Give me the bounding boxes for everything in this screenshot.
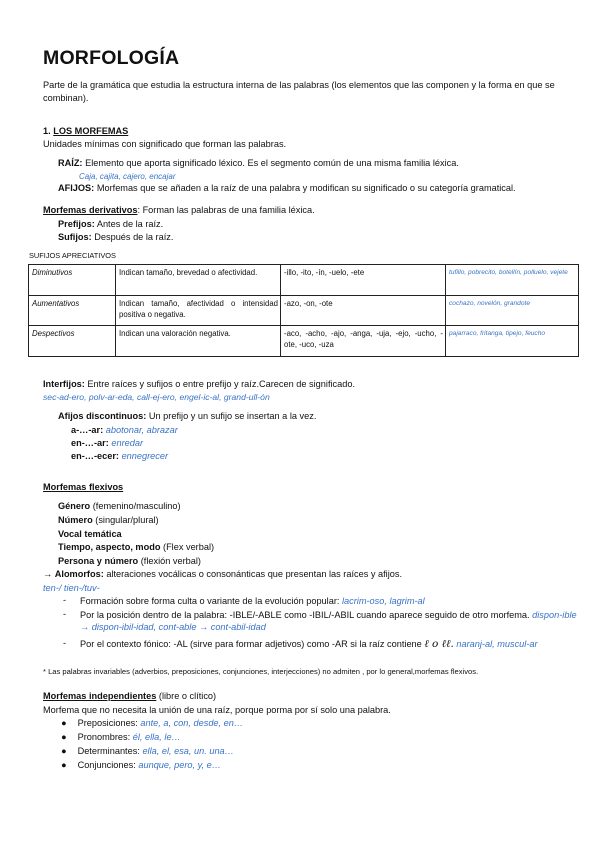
bullet-icon: ● <box>61 760 67 770</box>
table-cell-meaning: Indican una valoración negativa. <box>116 326 281 357</box>
list-item: ● Determinantes: ella, el, esa, un. una… <box>61 746 234 756</box>
morfemas-definition: Unidades mínimas con significado que forman las palabras. <box>43 139 287 149</box>
table-cell-meaning: Indican tamaño, brevedad o afectividad. <box>116 265 281 296</box>
discontinuo-item: en-…-ecer: ennegrecer <box>71 451 169 461</box>
afijos-line: AFIJOS: Morfemas que se añaden a la raíz de una palabra y modifican su significado o su categoría gramatical. <box>58 183 516 193</box>
table-cell-examples: tufillo, pobrecito, botellín, polluelo, vejete <box>446 265 579 296</box>
list-item: ● Pronombres: él, ella, le… <box>61 732 181 742</box>
section-heading-morfemas: 1. LOS MORFEMAS <box>43 126 129 136</box>
table-cell-type: Diminutivos <box>29 265 116 296</box>
table-cell-examples: cochazo, novelón, grandote <box>446 296 579 326</box>
intro-paragraph: Parte de la gramática que estudia la estructura interna de las palabras (los elementos que las componen y la forma en que se combinan). <box>43 80 555 103</box>
interfijos-examples: sec-ad-ero, polv-ar-eda, call-ej-ero, engel-ic-al, grand-ull-ón <box>43 392 270 402</box>
table-cell-meaning: Indican tamaño, afectividad o intensidad positiva o negativa. <box>116 296 281 326</box>
derivativos-heading: Morfemas derivativos: Forman las palabras de una familia léxica. <box>43 205 315 215</box>
sufijos-table <box>28 264 579 357</box>
table-cell-suffixes: -illo, -ito, -ín, -uelo, -ete <box>281 265 446 296</box>
flexivo-item: Género (femenino/masculino) <box>58 501 181 511</box>
prefijos-line: Prefijos: Antes de la raíz. <box>58 219 164 229</box>
table-cell-type: Despectivos <box>29 326 116 357</box>
table-row <box>29 265 579 296</box>
table-cell-suffixes: -aco, -acho, -ajo, -anga, -uja, -ejo, -ucho, -ote, -uco, -uza <box>281 326 446 357</box>
independientes-heading: Morfemas independientes (libre o clítico) <box>43 691 217 701</box>
table-title: SUFIJOS APRECIATIVOS <box>29 251 116 260</box>
table-cell-suffixes: -azo, -on, -ote <box>281 296 446 326</box>
flexivo-item: Vocal temática <box>58 529 122 539</box>
invariables-note: * Las palabras invariables (adverbios, preposiciones, conjunciones, interjecciones) no admiten , por lo general,morfemas flexivos. <box>43 667 479 676</box>
dash-icon: - <box>63 609 67 619</box>
alomorfo-item: Formación sobre forma culta o variante de la evolución popular: lacrim-oso, lagrim-al <box>80 596 425 606</box>
raiz-line: RAÍZ: Elemento que aporta significado léxico. Es el segmento común de una misma familia léxica. <box>58 158 459 168</box>
sufijos-line: Sufijos: Después de la raíz. <box>58 232 174 242</box>
interfijos-line: Interfijos: Entre raíces y sufijos o entre prefijo y raíz.Carecen de significado. <box>43 379 356 389</box>
alomorfo-item: Por la posición dentro de la palabra: -IBLE/-ABLE como -IBIL/-ABIL cuando aparece seguido de otro morfema. dispon-ible → dispon-ibil-idad, cont-able → cont-abil-idad <box>80 610 577 632</box>
bullet-icon: ● <box>61 746 67 756</box>
flexivos-heading: Morfemas flexivos <box>43 482 124 492</box>
page-title: MORFOLOGÍA <box>43 47 180 69</box>
flexivo-item: Persona y número (flexión verbal) <box>58 556 201 566</box>
discontinuo-item: a-…-ar: abotonar, abrazar <box>71 425 178 435</box>
table-row <box>29 296 579 326</box>
table-cell-type: Aumentativos <box>29 296 116 326</box>
independientes-definition: Morfema que no necesita la unión de una raíz, porque porma por sí solo una palabra. <box>43 705 391 715</box>
discontinuo-item: en-…-ar: enredar <box>71 438 144 448</box>
alomorfos-line: → Alomorfos: alteraciones vocálicas o consonánticas que presentan las raíces y afijos. <box>43 569 403 579</box>
table-row <box>29 326 579 357</box>
dash-icon: - <box>63 595 67 605</box>
dash-icon: - <box>63 638 67 648</box>
raiz-examples: Caja, cajita, cajero, encajar <box>79 172 176 181</box>
flexivo-item: Tiempo, aspecto, modo (Flex verbal) <box>58 542 215 552</box>
table-cell-examples: pajarraco, fritanga, tipejo, feucho <box>446 326 579 357</box>
alomorfo-item: Por el contexto fónico: -AL (sirve para formar adjetivos) como -AR si la raíz contiene ℓ o ℓℓ. naranj-al, muscul-ar <box>80 638 538 650</box>
arrow-icon: → <box>43 569 53 579</box>
flexivo-item: Número (singular/plural) <box>58 515 159 525</box>
list-item: ● Conjunciones: aunque, pero, y, e… <box>61 760 221 770</box>
bullet-icon: ● <box>61 732 67 742</box>
list-item: ● Preposiciones: ante, a, con, desde, en… <box>61 718 244 728</box>
afijos-discontinuos-line: Afijos discontinuos: Un prefijo y un sufijo se insertan a la vez. <box>58 411 317 421</box>
bullet-icon: ● <box>61 718 67 728</box>
alomorfos-example: ten-/ tien-/tuv- <box>43 583 100 593</box>
